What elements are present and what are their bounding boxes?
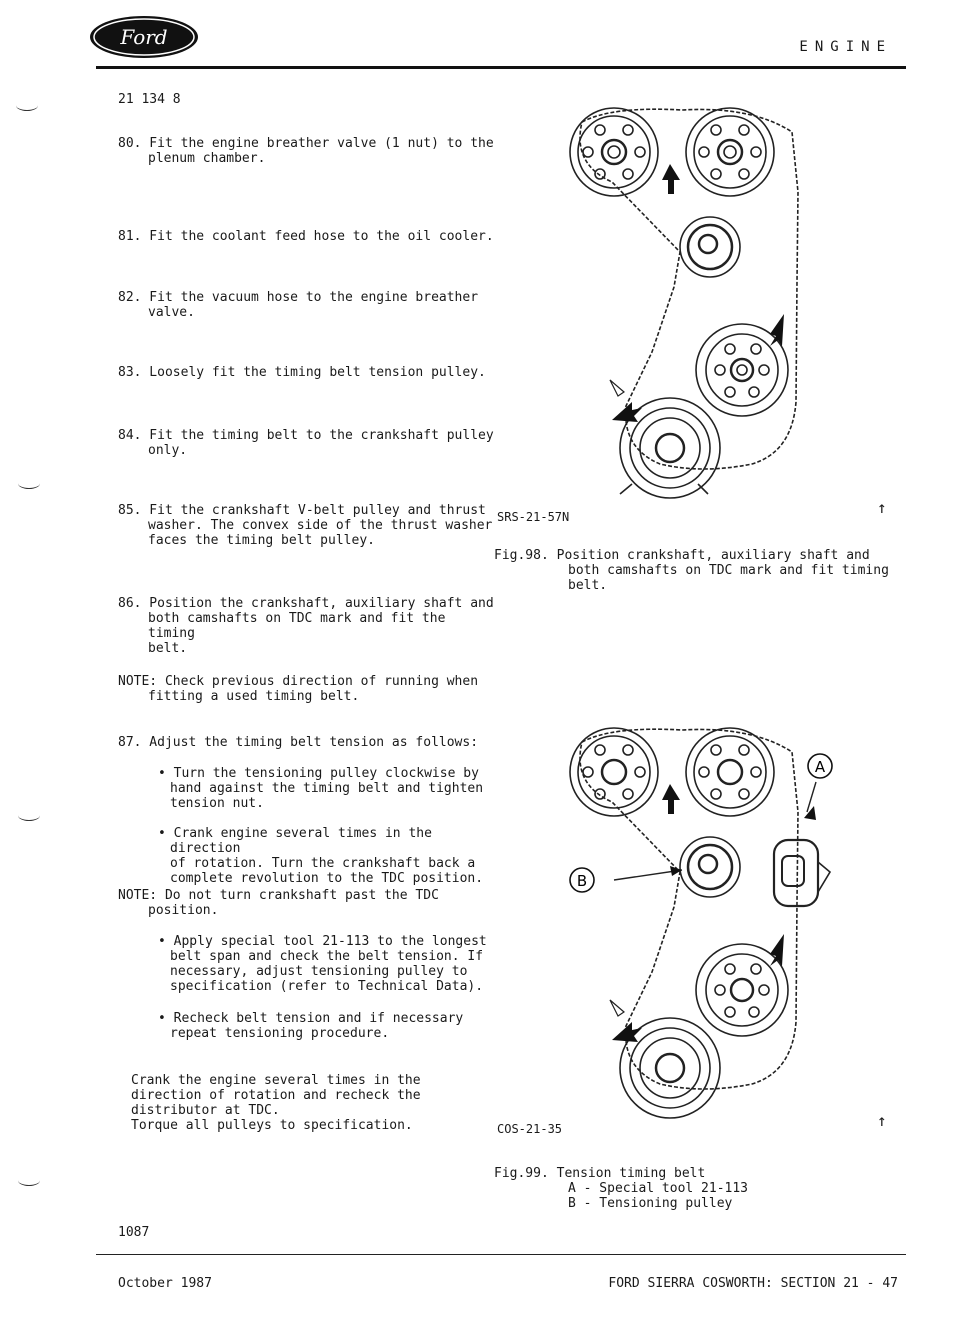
figure-98-caption [494, 548, 894, 593]
note-used-belt [118, 674, 498, 704]
step-84 [118, 428, 498, 458]
step-87-bullet-4 [118, 1011, 498, 1041]
figure-98-timing-belt-diagram [552, 102, 812, 504]
fig98-caption-line-3: belt. [568, 578, 608, 593]
step-81 [118, 229, 498, 244]
note1-line-1: NOTE: Check previous direction of running when [118, 674, 479, 689]
fig98-caption-line-1: Fig.98. Position crankshaft, auxiliary shaft and [494, 548, 870, 563]
fig98-caption-line-2: both camshafts on TDC mark and fit timing [568, 563, 889, 578]
step-80 [118, 136, 498, 166]
note-tdc [118, 888, 498, 918]
note2-line-2: position. [148, 903, 219, 918]
final-line-4: Torque all pulleys to specification. [131, 1118, 413, 1133]
step-85-line-2: washer. The convex side of the thrust washer [148, 518, 493, 533]
section-title: ENGINE [799, 39, 892, 55]
figure-99-tensioning-diagram [552, 722, 882, 1132]
bullet3-line-4: specification (refer to Technical Data). [170, 979, 484, 994]
margin-mark [18, 478, 40, 489]
footer-rule [96, 1254, 906, 1255]
step-80-line-2: plenum chamber. [148, 151, 266, 166]
ford-logo-text: Ford [120, 25, 168, 49]
final-line-3: distributor at TDC. [131, 1103, 280, 1118]
step-86 [118, 596, 498, 656]
step-87-bullet-3 [118, 934, 498, 994]
step-86-line-3: belt. [148, 641, 188, 656]
figure-99-caption [494, 1166, 894, 1211]
margin-mark [18, 810, 40, 821]
ford-logo [88, 14, 200, 60]
bullet1-line-3: tension nut. [170, 796, 264, 811]
step-81-line-1: 81. Fit the coolant feed hose to the oil cooler. [118, 229, 494, 244]
orientation-arrow-icon: ↑ [877, 498, 887, 517]
step-83 [118, 365, 498, 380]
figure-99-code: COS-21-35 [497, 1122, 563, 1136]
step-84-line-2: only. [148, 443, 188, 458]
fig99-caption-line-1: Fig.99. Tension timing belt [494, 1166, 706, 1181]
margin-mark [18, 1175, 40, 1186]
figure-99-label-a: A [814, 758, 826, 776]
step-82 [118, 290, 498, 320]
step-84-line-1: 84. Fit the timing belt to the crankshaft pulley [118, 428, 494, 443]
step-87-bullet-1 [118, 766, 498, 811]
footer-date: October 1987 [118, 1276, 212, 1291]
note1-line-2: fitting a used timing belt. [148, 689, 360, 704]
fig99-caption-line-3: B - Tensioning pulley [568, 1196, 733, 1211]
step-86-line-1: 86. Position the crankshaft, auxiliary shaft and [118, 596, 494, 611]
figure-98-code: SRS-21-57N [497, 510, 570, 524]
bullet1-line-2: hand against the timing belt and tighten [170, 781, 484, 796]
fig99-caption-line-2: A - Special tool 21-113 [568, 1181, 749, 1196]
step-85-line-1: 85. Fit the crankshaft V-belt pulley and thrust [118, 503, 486, 518]
final-line-2: direction of rotation and recheck the [131, 1088, 421, 1103]
final-line-1: Crank the engine several times in the [131, 1073, 421, 1088]
step-83-line-1: 83. Loosely fit the timing belt tension pulley. [118, 365, 486, 380]
step-87 [118, 735, 498, 750]
orientation-arrow-icon: ↑ [877, 1111, 887, 1130]
step-87-final [118, 1073, 498, 1133]
step-85 [118, 503, 498, 548]
step-82-line-1: 82. Fit the vacuum hose to the engine breather [118, 290, 479, 305]
bullet4-line-2: repeat tensioning procedure. [170, 1026, 390, 1041]
bullet3-line-3: necessary, adjust tensioning pulley to [170, 964, 468, 979]
reference-number: 21 134 8 [118, 92, 181, 107]
bullet4-line-1: • Recheck belt tension and if necessary [158, 1011, 464, 1026]
bullet2-line-1: • Crank engine several times in the direction [158, 826, 432, 856]
bullet3-line-2: belt span and check the belt tension. If [170, 949, 484, 964]
step-85-line-3: faces the timing belt pulley. [148, 533, 375, 548]
bullet1-line-1: • Turn the tensioning pulley clockwise by [158, 766, 479, 781]
step-80-line-1: 80. Fit the engine breather valve (1 nut) to the [118, 136, 494, 151]
step-87-intro: 87. Adjust the timing belt tension as follows: [118, 735, 479, 750]
step-86-line-2: both camshafts on TDC mark and fit the timing [148, 611, 446, 641]
page-number: 1087 [118, 1225, 150, 1240]
footer-title: FORD SIERRA COSWORTH: SECTION 21 - 47 [608, 1276, 898, 1291]
note2-line-1: NOTE: Do not turn crankshaft past the TDC [118, 888, 439, 903]
header-rule [96, 66, 906, 69]
figure-99-label-b: B [576, 872, 588, 890]
step-87-bullet-2 [118, 826, 498, 886]
step-82-line-2: valve. [148, 305, 195, 320]
margin-mark [16, 100, 38, 111]
bullet3-line-1: • Apply special tool 21-113 to the longest [158, 934, 487, 949]
bullet2-line-3: complete revolution to the TDC position. [170, 871, 484, 886]
bullet2-line-2: of rotation. Turn the crankshaft back a [170, 856, 476, 871]
